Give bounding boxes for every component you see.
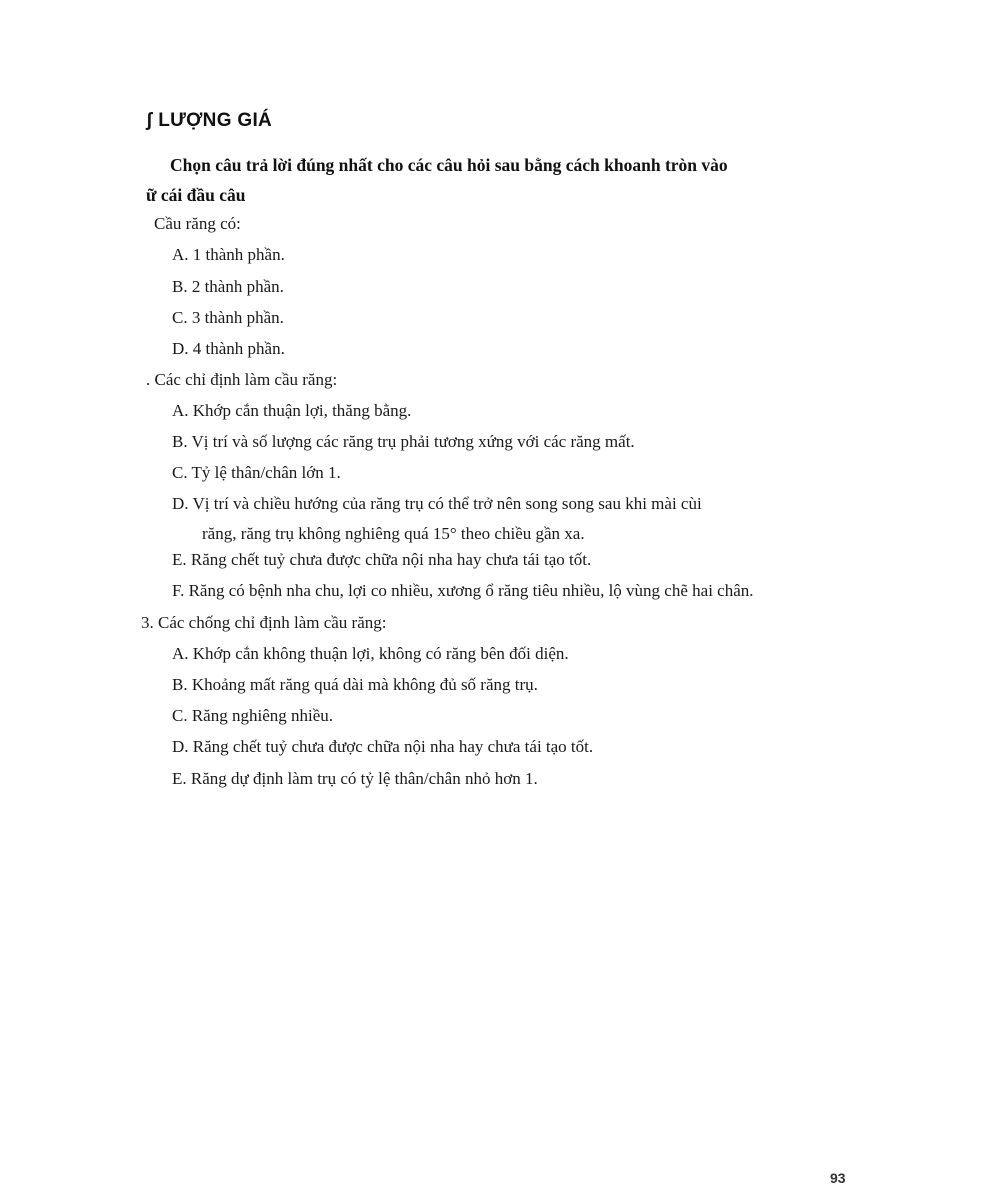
question-1-option-b: B. 2 thành phần. (172, 277, 284, 296)
question-2-option-e: E. Răng chết tuỷ chưa được chữa nội nha hay chưa tái tạo tốt. (172, 550, 592, 569)
question-2-option-d-line-2: răng, răng trụ không nghiêng quá 15° theo chiều gần xa. (202, 524, 585, 543)
question-1-option-c: C. 3 thành phần. (172, 308, 284, 327)
question-2-option-a: A. Khớp cắn thuận lợi, thăng bằng. (172, 401, 412, 420)
question-2-option-f: F. Răng có bệnh nha chu, lợi co nhiều, xương ổ răng tiêu nhiều, lộ vùng chẽ hai chân. (172, 581, 754, 600)
question-2-option-d-line-1: D. Vị trí và chiều hướng của răng trụ có thể trở nên song song sau khi mài cùi (172, 494, 702, 513)
question-3-option-b: B. Khoảng mất răng quá dài mà không đủ số răng trụ. (172, 675, 538, 694)
question-1-option-d: D. 4 thành phần. (172, 339, 285, 358)
question-3-stem: 3. Các chống chỉ định làm cầu răng: (141, 613, 387, 632)
page-number: 93 (830, 1170, 846, 1186)
question-1-option-a: A. 1 thành phần. (172, 245, 285, 264)
instruction-line-1: Chọn câu trả lời đúng nhất cho các câu hỏi sau bằng cách khoanh tròn vào (170, 155, 728, 175)
question-3-option-e: E. Răng dự định làm trụ có tỷ lệ thân/chân nhỏ hơn 1. (172, 769, 538, 788)
question-2-option-b: B. Vị trí và số lượng các răng trụ phải tương xứng với các răng mất. (172, 432, 635, 451)
question-3-option-c: C. Răng nghiêng nhiều. (172, 706, 334, 725)
question-2-option-d (172, 489, 852, 549)
question-2-option-c: C. Tỷ lệ thân/chân lớn 1. (172, 463, 341, 482)
question-1-stem: Cầu răng có: (154, 214, 241, 233)
question-2-stem: . Các chỉ định làm cầu răng: (146, 370, 338, 389)
question-3-option-d: D. Răng chết tuỷ chưa được chữa nội nha hay chưa tái tạo tốt. (172, 737, 594, 756)
instruction-text (146, 150, 856, 210)
instruction-line-2: ữ cái đầu câu (146, 185, 246, 205)
question-3-option-a: A. Khớp cắn không thuận lợi, không có răng bên đối diện. (172, 644, 569, 663)
section-heading: ʃ LƯỢNG GIÁ (146, 110, 273, 131)
